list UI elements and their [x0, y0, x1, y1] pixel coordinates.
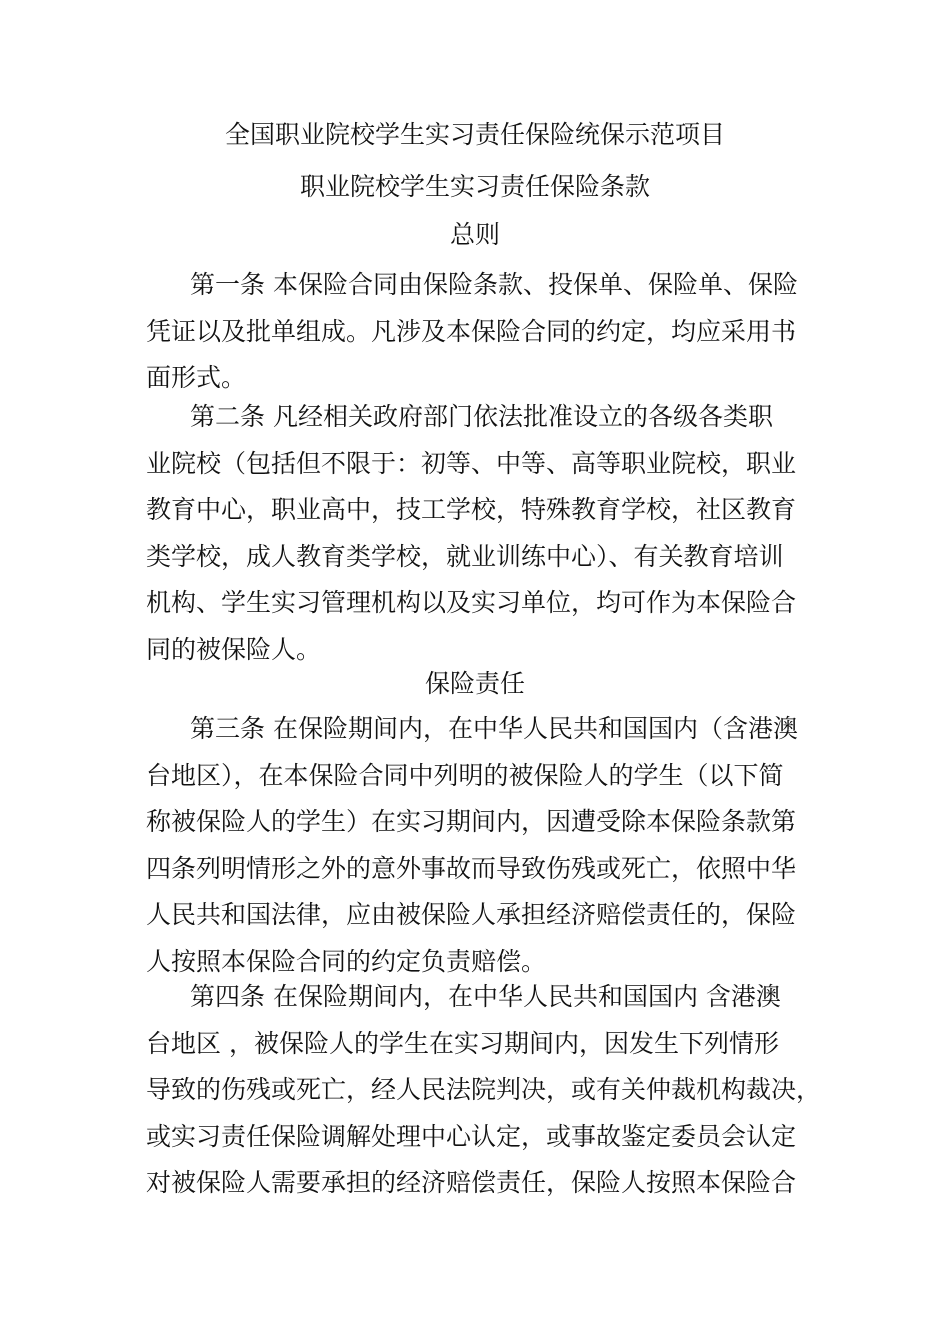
article-4-line: 或实习责任保险调解处理中心认定，或事故鉴定委员会认定: [146, 1121, 797, 1151]
article-2: [146, 394, 836, 673]
article-2-line: 教育中心，职业高中，技工学校，特殊教育学校，社区教育: [146, 495, 797, 524]
article-3-line: 称被保险人的学生）在实习期间内，因遭受除本保险条款第: [146, 807, 797, 836]
document-title-line2: 职业院校学生实习责任保险条款: [299, 172, 650, 201]
article-1-line: 第一条 本保险合同由保险条款、投保单、保险单、保险: [190, 270, 798, 299]
section-heading-insurance-liability: 保险责任: [424, 669, 525, 698]
article-3-line: 四条列明情形之外的意外事故而导致伤残或死亡，依照中华: [146, 853, 797, 883]
article-2-line: 类学校，成人教育类学校，就业训练中心）、有关教育培训: [146, 541, 784, 571]
article-2-line: 第二条 凡经相关政府部门依法批准设立的各级各类职: [190, 402, 773, 431]
article-1-line: 面形式。: [146, 363, 247, 392]
section-heading-general: 总则: [449, 220, 500, 249]
article-4-line: 对被保险人需要承担的经济赔偿责任，保险人按照本保险合: [146, 1168, 797, 1197]
article-2-line: 机构、学生实习管理机构以及实习单位，均可作为本保险合: [146, 588, 797, 617]
article-2-line: 同的被保险人。: [146, 634, 322, 664]
article-3-line: 台地区），在本保险合同中列明的被保险人的学生（以下简: [146, 760, 784, 790]
article-1-line: 凭证以及批单组成。凡涉及本保险合同的约定，均应采用书: [146, 316, 797, 346]
article-1: [146, 262, 836, 402]
article-3-line: 第三条 在保险期间内，在中华人民共和国国内（含港澳: [190, 714, 798, 743]
article-4-line: 第四条 在保险期间内，在中华人民共和国国内 含港澳: [190, 982, 781, 1011]
article-3-line: 人民共和国法律，应由被保险人承担经济赔偿责任的，保险: [146, 900, 797, 929]
article-4-line: 导致的伤残或死亡，经人民法院判决，或有关仲裁机构裁决，: [146, 1075, 822, 1104]
article-4: [146, 974, 836, 1207]
article-3: [146, 706, 836, 985]
article-2-line: 业院校（包括但不限于：初等、中等、高等职业院校，职业: [146, 448, 797, 478]
document-title-line1: 全国职业院校学生实习责任保险统保示范项目: [224, 120, 725, 149]
article-4-line: 台地区 ，被保险人的学生在实习期间内，因发生下列情形: [146, 1028, 779, 1058]
article-3-line: 人按照本保险合同的约定负责赔偿。: [146, 946, 547, 976]
